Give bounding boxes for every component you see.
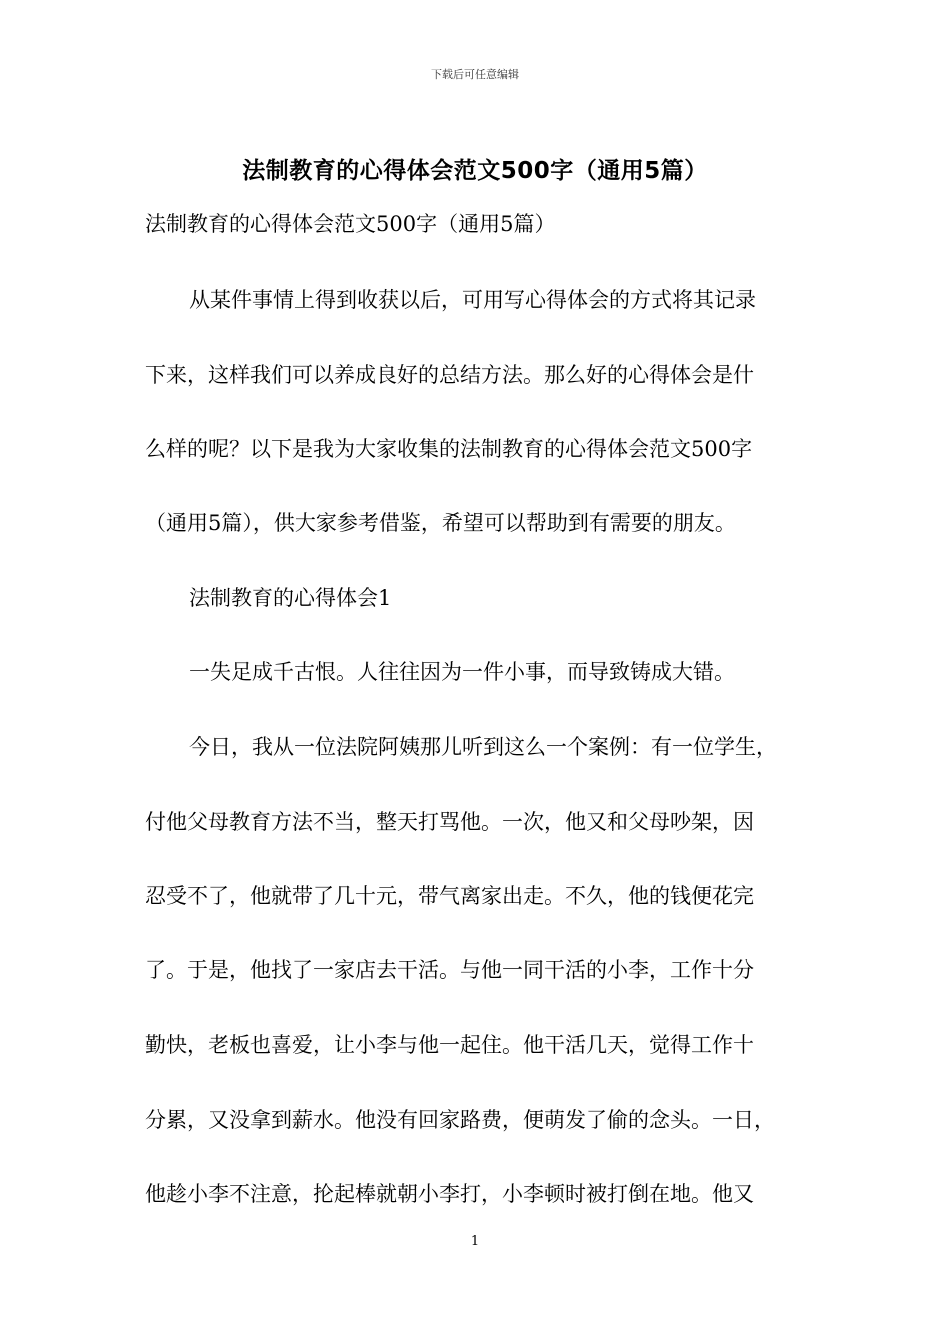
body-line-4: 忍受不了，他就带了几十元，带气离家出走。不久，他的钱便花完 xyxy=(145,884,754,908)
document-title: 法制教育的心得体会范文500字（通用5篇） xyxy=(242,158,708,184)
body-line-1: 一失足成千古恨。人往往因为一件小事，而导致铸成大错。 xyxy=(189,660,735,684)
body-line-6: 勤快，老板也喜爱，让小李与他一起住。他干活几天，觉得工作十 xyxy=(145,1033,754,1057)
intro-line-3: 么样的呢？以下是我为大家收集的法制教育的心得体会范文500字 xyxy=(145,437,753,461)
body-line-5: 了。于是，他找了一家店去干活。与他一同干活的小李，工作十分 xyxy=(145,958,754,982)
page-number: 1 xyxy=(470,1234,480,1249)
section-heading: 法制教育的心得体会1 xyxy=(189,586,392,610)
intro-line-4: （通用5篇），供大家参考借鉴，希望可以帮助到有需要的朋友。 xyxy=(145,511,736,535)
body-line-3: 付他父母教育方法不当，整天打骂他。一次，他又和父母吵架，因 xyxy=(145,810,754,834)
body-line-8: 他趁小李不注意，抡起棒就朝小李打，小李顿时被打倒在地。他又 xyxy=(145,1182,754,1206)
body-line-7: 分累，又没拿到薪水。他没有回家路费，便萌发了偷的念头。一日， xyxy=(145,1108,775,1132)
intro-line-2: 下来，这样我们可以养成良好的总结方法。那么好的心得体会是什 xyxy=(145,363,754,387)
intro-line-1: 从某件事情上得到收获以后，可用写心得体会的方式将其记录 xyxy=(189,288,756,312)
body-line-2: 今日，我从一位法院阿姨那儿听到这么一个案例：有一位学生， xyxy=(189,735,777,759)
header-note: 下载后可任意编辑 xyxy=(431,68,519,81)
document-subtitle: 法制教育的心得体会范文500字（通用5篇） xyxy=(145,212,556,236)
